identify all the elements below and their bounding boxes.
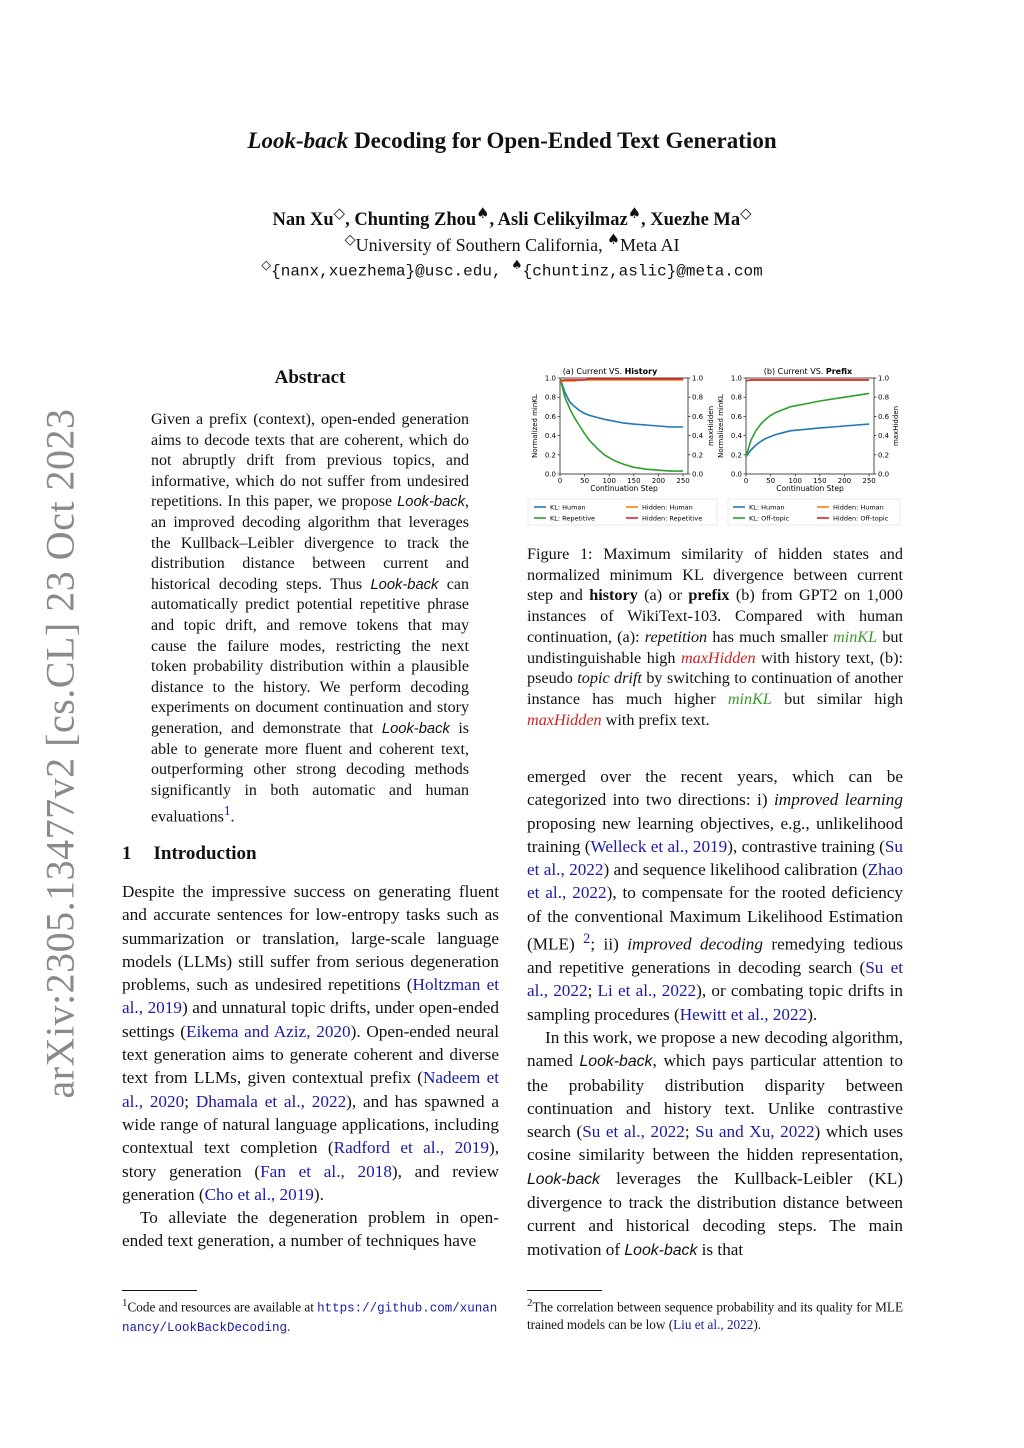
footnote-1: [122, 1295, 504, 1337]
footnote-text: Code and resources are available at: [127, 1299, 318, 1315]
author-name: Nan Xu: [272, 210, 334, 231]
text: , which pays particular attention to the probability distribution disparity between continuation and history text. Unlike contrastive search (: [527, 1051, 903, 1142]
citation-authors: Su et al.: [527, 958, 903, 1001]
affiliation-meta: Meta AI: [619, 235, 680, 255]
x-tick-label: 50: [580, 477, 590, 485]
author-sep: ,: [640, 210, 651, 231]
citation-link[interactable]: Hewitt et al., 2022: [679, 1004, 808, 1024]
citation-link[interactable]: Nadeem et al., 2020: [122, 1068, 499, 1111]
text: ), and has spawned a wide range of natural language applications, including contextual text completion (: [122, 1091, 499, 1158]
text: ) which uses cosine similarity between the hidden representation,: [527, 1122, 904, 1165]
affil-mark: ◇: [740, 205, 752, 222]
citation-link[interactable]: Dhamala et al., 2022: [195, 1091, 347, 1111]
section-heading-introduction: [122, 843, 257, 865]
author-name: Xuezhe Ma: [650, 210, 741, 231]
y-tick-label: 0.0: [544, 470, 556, 479]
method-name: Look-back: [397, 494, 465, 511]
caption-bold: history: [589, 586, 638, 605]
footnote-text: The correlation between sequence probability and its quality for MLE trained models can be low (: [527, 1299, 903, 1332]
caption-text: with history text, (b): pseudo: [527, 648, 903, 688]
method-name: Look-back: [624, 1241, 698, 1259]
affil-mark: ♠: [511, 258, 523, 273]
legend-label: Hidden: Human: [833, 503, 884, 512]
affil-mark: ◇: [333, 205, 346, 222]
x-tick-label: 100: [602, 477, 616, 485]
citation-year: 2022: [572, 883, 607, 903]
citation-link[interactable]: Su et al., 2022: [582, 1122, 685, 1142]
text: emerged over the recent years, which can be categorized into two directions: i): [527, 767, 903, 810]
citation-year: 2018: [357, 1161, 392, 1181]
paragraph: emerged over the recent years, which can be categorized into two directions: i) improved learning proposing new learning objectives, e.g., unlikelihood training (Welleck et al., 2019), contrastive training (Su et al., 2022) and sequence likelihood calibration (Zhao et al., 2022), to compensate for the rooted deficiency of the conventional Maximum Likelihood Estimation (MLE) $^2$; ii) improved decoding remedying tedious and repetitive generations in decoding search (Su et al., 2022; Li et al., 2022), or combating topic drifts in sampling procedures (Hewitt et al., 2022).: [527, 767, 904, 1024]
y-axis-label-right: maxHidden: [707, 405, 715, 447]
citation-authors: Hewitt et al.: [679, 1004, 765, 1024]
footnote-url-link[interactable]: https://github.com/xunannancy/LookBackDecoding: [122, 1301, 498, 1335]
footnote-mark: 2: [527, 1297, 533, 1309]
series-line: [746, 380, 869, 381]
citation-authors: Su et al.: [527, 836, 904, 880]
text: ), to compensate for the rooted deficiency of the conventional Maximum Likelihood Estimation (MLE): [527, 883, 904, 954]
chart-title: (b) Current VS. Prefix: [763, 367, 853, 376]
series-line: [560, 378, 683, 427]
intro-right-column: [527, 765, 903, 1262]
paragraph: In this work, we propose a new decoding algorithm, named Look-back, which pays particular attention to the probability distribution disparity between continuation and history text. Unlike contrastive search (Su et al., 2022; Su and Xu, 2022) which uses cosine similarity between the hidden representation, Look-back leverages the Kullback-Leibler (KL) divergence to track the distribution distance between current and historical decoding steps. The main motivation of Look-back is that: [527, 1028, 904, 1259]
author-sep: ,: [345, 210, 355, 231]
text: In this work, we propose a new decoding algorithm, named: [527, 1028, 903, 1071]
affiliations: [0, 232, 1024, 256]
method-name: Look-back: [527, 1170, 600, 1188]
author-name: Asli Celikyilmaz: [497, 210, 628, 231]
y-tick-label: 0.2: [730, 451, 742, 460]
text: ).: [313, 1184, 324, 1204]
caption-text: by switching to continuation of another instance has much higher: [527, 669, 903, 708]
affil-mark: ◇: [344, 232, 356, 248]
caption-maxhidden: maxHidden: [527, 710, 602, 729]
citation-link[interactable]: Radford et al., 2019: [333, 1138, 489, 1158]
chart-panel-a: [528, 367, 717, 525]
y-tick-label: 0.4: [730, 432, 742, 441]
text: ).: [807, 1004, 818, 1024]
citation-link[interactable]: Fan et al., 2018: [260, 1161, 392, 1181]
y-tick-label-right: 0.4: [878, 432, 890, 441]
citation-link[interactable]: Su et al., 2022: [527, 958, 903, 1001]
figure-1-caption: [527, 544, 903, 730]
caption-emph: repetition: [644, 627, 708, 646]
abstract-text: is able to generate more fluent and coherent text, outperforming other strong decoding methods significantly in both automatic and human evaluations: [151, 719, 470, 826]
affil-mark: ♠: [607, 232, 620, 248]
chart-title: (a) Current VS. History: [562, 367, 658, 376]
series-line: [746, 424, 869, 457]
text: Despite the impressive success on generating fluent and accurate sentences for low-entropy tasks such as summarization or translation, large-scale language models (LLMs) still suffer from serious degeneration problems, such as undesired repetitions (: [122, 882, 499, 995]
caption-text: with prefix text.: [601, 710, 710, 729]
x-axis-label: Continuation Step: [776, 484, 844, 493]
x-tick-label: 250: [862, 477, 876, 485]
email-meta: {chuntinz,aslic}@meta.com: [522, 262, 763, 281]
x-tick-label: 0: [557, 477, 563, 485]
y-axis-label-right: maxHidden: [892, 405, 900, 447]
email-usc: {nanx,xuezhema}@usc.edu,: [271, 262, 512, 281]
y-tick-label: 0.0: [730, 470, 742, 479]
affiliation-usc: University of Southern California,: [355, 235, 608, 255]
caption-text: has much smaller: [707, 627, 834, 646]
text: ) and unnatural topic drifts, under open-ended settings (: [122, 998, 499, 1041]
footnote-2: [527, 1295, 903, 1333]
section-title: Introduction: [153, 843, 257, 864]
method-name: Look-back: [370, 576, 439, 593]
x-tick-label: 100: [788, 477, 802, 485]
caption-minkl: minKL: [727, 689, 772, 708]
citation-year: 2022: [553, 981, 588, 1001]
citation-authors: Holtzman et al.: [122, 975, 499, 1018]
abstract-heading: Abstract: [274, 367, 346, 388]
x-tick-label: 150: [627, 477, 641, 485]
text: proposing new learning objectives, e.g., unlikelihood training (: [527, 813, 903, 856]
plot-frame: [746, 378, 874, 474]
text: ; ii): [590, 934, 628, 954]
series-lines: [746, 380, 869, 457]
legend-label: KL: Repetitive: [550, 514, 596, 523]
x-tick-label: 150: [813, 477, 827, 485]
y-tick-label: 0.8: [544, 393, 556, 402]
x-tick-label: 200: [651, 477, 666, 485]
caption-maxhidden: maxHidden: [680, 648, 756, 667]
footnote-ref-2[interactable]: 2: [583, 931, 591, 948]
y-tick-label-right: 1.0: [692, 374, 704, 383]
citation-year: 2019: [692, 836, 728, 856]
affil-mark: ◇: [261, 258, 272, 273]
citation-year: 2019: [279, 1184, 314, 1204]
caption-emph: topic drift: [577, 669, 642, 688]
citation-authors: Welleck et al.: [590, 836, 685, 856]
citation-link[interactable]: Welleck et al., 2019: [590, 836, 728, 856]
y-tick-label: 0.6: [544, 412, 556, 421]
y-tick-label: 1.0: [730, 374, 742, 383]
citation-year: 2022: [569, 860, 604, 880]
y-tick-label-right: 0.8: [692, 393, 704, 402]
citation-link[interactable]: Su et al., 2022: [527, 836, 904, 880]
citation-authors: Zhao et al.: [527, 860, 903, 903]
citation-year: 2019: [147, 998, 182, 1018]
citation-year: 2022: [650, 1122, 685, 1142]
abstract-text: Given a prefix (context), open-ended generation aims to decode texts that are coherent, which do not abruptly drift from previous topics, and informative, which do not suffer from undesired repetitions. In this paper, we propose: [151, 411, 469, 511]
footnote-rule: [527, 1290, 602, 1291]
citation-authors: Dhamala et al.: [195, 1091, 301, 1111]
text: ) and sequence likelihood calibration (: [603, 860, 868, 880]
footnote-mark: 1: [122, 1297, 128, 1309]
y-tick-label: 0.6: [730, 412, 742, 421]
citation-authors: Cho et al.: [204, 1184, 271, 1204]
series-lines: [560, 378, 683, 471]
caption-text: Figure 1: Maximum similarity of hidden states and normalized minimum KL divergence between current step and: [527, 545, 903, 605]
citation-authors: Fan et al.: [260, 1161, 341, 1181]
caption-minkl: minKL: [833, 627, 878, 646]
y-axis-label: Normalized minKL: [531, 394, 539, 458]
y-tick-label-right: 1.0: [878, 374, 890, 383]
text: leverages the Kullback-Leibler (KL) divergence to track the distribution distance between current and historical decoding steps. The main motivation of: [527, 1168, 903, 1259]
legend-label: Hidden: Repetitive: [642, 514, 703, 523]
author-sep: ,: [489, 210, 498, 231]
footnote-ref-1[interactable]: 1: [223, 803, 231, 819]
x-axis-label: Continuation Step: [590, 484, 658, 493]
author-name: Chunting Zhou: [354, 210, 477, 231]
abstract-body: Given a prefix (context), open-ended generation aims to decode texts that are coherent, which do not abruptly drift from previous topics, and informative, which do not suffer from undesired repetitions. In this paper, we propose Look-back, an improved decoding algorithm that leverages the Kullback–Leibler divergence to track the distribution distance between current and historical decoding steps. Thus Look-back can automatically predict potential repetitive phrase and topic drift, and remove tokens that may cause the failure modes, restricting the next token probability distribution within a plausible distance to the history. We perform decoding experiments on document continuation and story generation, and demonstrate that Look-back is able to generate more fluent and coherent text, outperforming other strong decoding methods significantly in both automatic and human evaluations$^1$.: [151, 411, 470, 826]
method-name: Look-back: [579, 1053, 653, 1071]
citation-year: 2022: [772, 1004, 808, 1024]
y-tick-label-right: 0.0: [692, 470, 704, 479]
section-number: 1: [122, 843, 132, 864]
emph: improved decoding: [627, 934, 763, 954]
paper-title: [0, 128, 1024, 154]
x-tick-label: 200: [837, 477, 852, 485]
chart-panel-b: [717, 367, 900, 525]
caption-text: but undistinguishable high: [527, 627, 904, 667]
legend-label: KL: Off-topic: [749, 514, 790, 523]
y-tick-label: 0.2: [544, 451, 556, 460]
y-tick-label-right: 0.6: [692, 412, 704, 421]
citation-link[interactable]: Liu et al., 2022: [673, 1316, 754, 1332]
text: ), contrastive training (: [727, 836, 885, 856]
citation-link[interactable]: Li et al., 2022: [597, 981, 697, 1001]
x-tick-label: 0: [743, 477, 749, 485]
paragraph: To alleviate the degeneration problem in open-ended text generation, a number of techniques have: [122, 1208, 499, 1251]
citation-link[interactable]: Su and Xu, 2022: [695, 1122, 815, 1142]
y-tick-label-right: 0.6: [878, 412, 890, 421]
x-tick-label: 50: [766, 477, 776, 485]
author-list: [0, 205, 1024, 231]
footnote-rule: [122, 1290, 197, 1291]
citation-authors: Su et al.: [582, 1122, 641, 1142]
citation-link[interactable]: Cho et al., 2019: [204, 1184, 314, 1204]
caption-text: but similar high: [771, 689, 904, 708]
caption-bold: prefix: [688, 586, 730, 605]
emails: [0, 258, 1024, 280]
citation-link[interactable]: Holtzman et al., 2019: [122, 975, 499, 1018]
y-tick-label-right: 0.4: [692, 432, 704, 441]
legend-label: KL: Human: [550, 503, 586, 512]
caption-text: (b) from GPT2 on 1,000 instances of WikiText-103. Compared with human continuation, (a):: [527, 586, 903, 646]
y-tick-label-right: 0.2: [692, 451, 704, 460]
affil-mark: ♠: [627, 205, 641, 222]
emph: improved learning: [774, 790, 903, 810]
abstract-text: can automatically predict potential repetitive phrase and topic drift, and remove tokens that may cause the failure modes, restricting the next token probability distribution within a plausible distance to the history. We perform decoding experiments on document continuation and story generation, and demonstrate that: [151, 575, 470, 737]
arxiv-stamp: arXiv:2305.13477v2 [cs.CL] 23 Oct 2023: [37, 408, 83, 1099]
y-tick-label-right: 0.2: [878, 451, 890, 460]
affil-mark: ♠: [476, 205, 490, 222]
legend-label: KL: Human: [749, 503, 785, 512]
legend-label: Hidden: Off-topic: [833, 514, 889, 523]
axis-ticks: [545, 375, 704, 486]
citation-year: 2022: [311, 1091, 347, 1111]
method-name: Look-back: [381, 720, 450, 737]
y-tick-label-right: 0.8: [878, 393, 890, 402]
figure-1: [520, 362, 910, 527]
text: ), or combating topic drifts in sampling procedures (: [527, 981, 903, 1024]
text: remedying tedious and repetitive generations in decoding search (: [527, 934, 903, 978]
y-tick-label: 1.0: [544, 374, 556, 383]
text: ), and review generation (: [122, 1161, 500, 1204]
paper-title-emph: Look-back: [247, 128, 349, 153]
citation-link[interactable]: Zhao et al., 2022: [527, 860, 903, 903]
footnote-text: .: [287, 1318, 291, 1334]
y-tick-label: 0.8: [730, 393, 742, 402]
caption-text: (a) or: [637, 586, 689, 605]
text: is that: [697, 1239, 744, 1259]
legend-label: Hidden: Human: [642, 503, 693, 512]
y-tick-label: 0.4: [544, 432, 556, 441]
intro-left-column: [122, 880, 499, 1253]
y-tick-label-right: 0.0: [878, 470, 890, 479]
text: ). Open-ended neural text generation aims to generate coherent and diverse text from LLMs, given contextual prefix (: [122, 1021, 499, 1088]
axis-ticks: [731, 375, 890, 486]
series-line: [560, 378, 683, 471]
y-axis-label: Normalized minKL: [717, 394, 725, 458]
text: ), story generation (: [122, 1138, 499, 1181]
footnote-text: ).: [753, 1316, 762, 1332]
paper-title-rest: Decoding for Open-Ended Text Generation: [348, 128, 777, 153]
citation-link[interactable]: Eikema and Aziz, 2020: [185, 1021, 351, 1041]
abstract-text: , an improved decoding algorithm that leverages the Kullback–Leibler divergence to track the distribution distance between current and historical decoding steps. Thus: [151, 493, 469, 593]
x-tick-label: 250: [676, 477, 690, 485]
paragraph: Despite the impressive success on generating fluent and accurate sentences for low-entropy tasks such as summarization or translation, large-scale language models (LLMs) still suffer from serious degeneration problems, such as undesired repetitions (Holtzman et al., 2019) and unnatural topic drifts, under open-ended settings (Eikema and Aziz, 2020). Open-ended neural text generation aims to generate coherent and diverse text from LLMs, given contextual prefix (Nadeem et al., 2020; Dhamala et al., 2022), and has spawned a wide range of natural language applications, including contextual text completion (Radford et al., 2019), story generation (Fan et al., 2018), and review generation (Cho et al., 2019).: [122, 882, 500, 1204]
